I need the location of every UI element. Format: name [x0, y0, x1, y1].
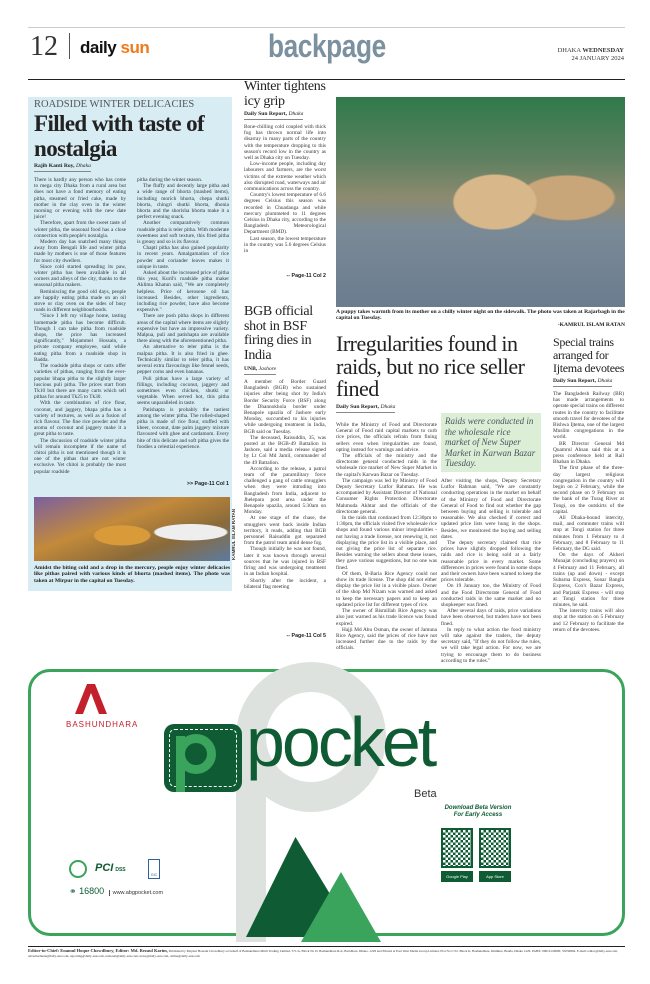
- paragraph: The intercity trains will also stop at the station on 5 February and 12 February to facilitate the return of the devotees.: [553, 608, 624, 633]
- paragraph: According to the release, a patrol team of the paramilitary force challenged a gang of cattle smugglers when they were intruding into Bangladesh from India, adjacent to Jhelepara post area under the Benapole upazila, around 5:30am on Monday.: [244, 465, 326, 516]
- imprint: Editor-in-Chief: Enamul Hoque Chowdhury, Editor: Md. Rezaul Karim, Published by Maynul Hossain Chowdhury on behalf of Bashundhara Multi Trading Limited, 371/A, Block No D, Bashundhara R/A, Baridhara, Dhaka -1229 and Printed at East West Media Group Limited, Plot No C/52, Block K, Bashundhara, Khilkhet, Badda, Dhaka 1229. PABX: 09612120000, 55036804. E-mail: editor@daily-sun.com, advertisement@daily-sun.com, reporting@daily-sun.com, national@daily-sun.com, news@daily-sun.com, online@daily-sun.com: [28, 948, 618, 958]
- puppy-photo: [336, 97, 625, 307]
- rice-pullquote: Raids were conducted in the wholesale rice market of New Super Market in Karwan Bazar Tuesday.: [441, 413, 541, 472]
- paragraph: After several days of raids, price variations have been observed, but traders have not been fined.: [441, 608, 541, 627]
- pitha-photo: [34, 497, 230, 561]
- paragraph: Hajji Md Abu Osman, the owner of Jamuna Rice Agency, said the prices of rice have not increased further due to the raids by the officials.: [336, 626, 437, 652]
- paragraph: The first phase of the three-day largest religious congregation in the country will begin on 2 February, while the second phase on 9 February on the bank of the Turag River at Tongi, on the outskirts of the capital.: [553, 465, 624, 515]
- lead-byline: Rajib Kanti Roy, Dhaka: [34, 163, 91, 172]
- paragraph: With the combination of rice flour, coconut, and jaggery, bhapa pitha has a variety of textures, as well as a fusion of rich flavour. The fine rice powder and the aroma of coconut and jaggery make it a great pitha to taste.: [34, 400, 126, 438]
- paragraph: Though initially he was not found, later it was known through several sources that he was injured in BSF firing and was undergoing treatment in an Indian hospital.: [244, 546, 326, 578]
- pci-dss-logo: PCI DSS: [95, 862, 126, 874]
- hotline: ⚭ 16800 www.abgpocket.com: [69, 886, 164, 896]
- lead-col-2: [137, 177, 229, 481]
- paragraph: The fluffy and decently large pitha and a wide range of bhorta (mashed items), including morich bhorta, chepa shutki bhorta, chingri shutki bhorta, dhonia bhorta and the shorisha bhorta make it a perfect evening snack.: [137, 183, 229, 221]
- brand-sun: sun: [120, 38, 150, 57]
- paragraph: Country's lowest temperature of 6.6 degrees Celsius this season was recorded in Chuadanga and while mercury plummeted to 11 degrees Celsius in Dhaka city, according to the Bangladesh Meteorological Department (BMD).: [244, 192, 326, 236]
- paragraph: The deputy secretary claimed that rice prices have slightly dropped following the raids and rice is being sold at a fairly reasonable price in every market. Some differences in prices were found in some shops and their owners have been warned to keep the prices tolerable.: [441, 540, 541, 584]
- date: 24 JANUARY 2024: [571, 55, 624, 62]
- lead-photo-credit: KAMRUL ISLAM RATAN: [231, 509, 236, 560]
- paragraph: The Bangladesh Railway (BR) has made arrangements to operate special trains on different routes in the country to facilitate smooth travel for devotees of the Bishwa Ijtema, one of the largest Muslim congregations in the world.: [553, 391, 624, 441]
- paragraph: After visiting the shops, Deputy Secretary Lutfor Rahman said, "We are constantly conducting operations in the market on behalf of the Ministry of Food and Directorate General of Food to find out whether the gap between buying and selling is tolerable and reasonable. We also checked if correct and updated price lists were hung in the shops. Besides, we monitored the buying and selling dates.: [441, 477, 541, 540]
- google-play-badge[interactable]: Google Play: [441, 871, 473, 882]
- winter-headline: Winter tightens icy grip: [244, 79, 326, 109]
- city: DHAKA: [557, 47, 581, 54]
- page-number: 12: [30, 31, 58, 62]
- paragraph: An alternative to teler pitha is the malpua pitha. It is also fried in ghee. Technically similar to teler pitha, it has several extra flavourings like fennel seeds, pepper corns and even bananas.: [137, 344, 229, 376]
- lead-jump: >> Page-11 Col 1: [186, 481, 229, 487]
- paragraph: Another comparatively common roadside pitha is teler pitha. With moderate sweetness and soft texture, this fried pitha is greasy and so is its flavour.: [137, 220, 229, 246]
- paragraph: A member of Border Guard Bangladesh (BGB) who sustained injuries after being shot by India's Border Security Force (BSF) along the Dhannokhola border under Benapole upazila of Jashore early Monday, succumbed to his injuries while undergoing treatment in India, BGB said on Tuesday.: [244, 379, 326, 435]
- pocket-ad[interactable]: [28, 669, 625, 936]
- paragraph: Last season, the lowest temperature in the country was 5.6 degrees Celsius in: [244, 235, 326, 255]
- wallet-icon: [164, 724, 242, 792]
- paragraph: The discussion of roadside winter pitha will remain incomplete if the name of chitoi pitha is not mentioned though it is one of the pithas that are not winter exclusive. Yet chitoi is probably the most popular roadside: [34, 437, 126, 475]
- weekday: WEDNESDAY: [582, 47, 624, 54]
- paragraph: At one stage of the chase, the smugglers went back inside Indian territory, it reads, adding that BGB personnel Raisuddin got separated from the patrol team amid dense fog.: [244, 515, 326, 547]
- paragraph: Asked about the increased price of pitha this year, Kuril's roadside pitha maker Aklima Khatun said, "We are completely helpless. Price of kerosene oil has increased. Besides, other ingredients, including rice powder, have also become expensive.": [137, 270, 229, 314]
- paragraph: Puli pithas have a large variety of fillings, including coconut, jaggery and sometimes even chicken, shutki or vegetable. When served hot, this pitha seems unparalleled in taste.: [137, 375, 229, 407]
- paragraph: Therefore, apart from the sweet taste of winter pitha, the seasonal food has a close connection with people's nostalgia.: [34, 220, 126, 239]
- winter-jump: -- Page-11 Col 2: [286, 273, 326, 279]
- paragraph: In the raids that continued from 12:30pm to 1:30pm, the officials visited five wholesale rice shops and found various minor irregularities - not having a trade license, not renewing it, not displaying the price list in a visible place, and not giving the price list of separate rice. Besides warning the sellers about these issues, they gave various suggestions, but no one was fined.: [336, 515, 437, 571]
- lead-kicker: ROADSIDE WINTER DELICACIES: [34, 99, 195, 110]
- qr-code-ios[interactable]: [479, 828, 511, 868]
- rice-headline: Irregularities found in raids, but no rice seller fined: [336, 331, 525, 401]
- paragraph: Shortly after the incident, a bilateral flag meeting: [244, 577, 326, 590]
- trains-byline: Daily Sun Report, Dhaka: [553, 378, 612, 387]
- website[interactable]: www.abgpocket.com: [109, 890, 163, 896]
- bgb-headline: BGB official shot in BSF firing dies in India: [244, 304, 313, 363]
- brand-daily: daily: [80, 38, 117, 57]
- paragraph: "Since I left my village home, tasting homemade pitha has become difficult. Though I can take pitha from roadside shops, the price has increased significantly," Mojammel Hossain, a private company employee, said while eating pitha from a roadside shop in Badda.: [34, 313, 126, 363]
- bgb-body: [244, 379, 326, 633]
- paragraph: Low-income people, including day labourers and farmers, are the worst victims of the extreme weather which also disrupted road, waterways and air communications across the country.: [244, 161, 326, 193]
- pocket-wordmark: pocket: [246, 703, 435, 781]
- gic-logo: GIC: [148, 859, 160, 879]
- bgb-byline: UNB, Jashore: [244, 366, 276, 375]
- app-store-badge[interactable]: App Store: [479, 871, 511, 882]
- paragraph: All Dhaka-bound intercity, mail, and commuter trains will stop at Tongi station for three minutes from 1 February to 4 February, and 8 February to 11 February, the DG said.: [553, 515, 624, 553]
- paragraph: On the days of Akheri Munajat (concluding prayers) on 4 February and 11 February, all trains (up and down) - except Subarna Express, Sonar Bangla Express, Cox's Bazar Express, and Parjatak Express - will stop at Tongi station for three minutes, he said.: [553, 552, 624, 608]
- paragraph: The officials of the ministry and the directorate general conducted raids in the wholesale rice market of New Super Market in the capital's Karwan Bazar on Tuesday.: [336, 453, 437, 478]
- paragraph: Chapti pitha has also gained popularity in recent years. Amalgamation of rice powder and coriander leaves makes it unique in taste.: [137, 245, 229, 270]
- paragraph: Reminiscing the good old days, people are happily eating pitha made on an oil stove or clay oven on the sides of busy roads in different neighbourhoods.: [34, 288, 126, 314]
- lead-photo-caption: Amidst the biting cold and a drop in the mercury, people enjoy winter delicacies like pithas paired with various kinds of bhorta (mashed items). The photo was taken at Mirpur in the capital on Tuesday.: [34, 565, 230, 584]
- paragraph: The owner of Bismillah Rice Agency was also just warned as his trade licence was found expired.: [336, 608, 437, 627]
- brand-logo: [80, 38, 149, 58]
- trains-headline: Special trains arranged for Ijtema devotees: [553, 335, 625, 375]
- paragraph: In reply to what action the food ministry will take against the traders, the deputy secretary said, "If they do not follow the rules, we will take legal action. For now, we are trying to encourage them to do business according to the rules.": [441, 626, 541, 664]
- paragraph: Patishapta is probably the tastiest among the winter pitha. The rolled-shaped pitha is made of rice flour, stuffed with kheer, coconut, date palm jaggery mixture flavoured with ghee and cardamom. Every bite of this delicate and soft pitha gives the foodies a celestial experience.: [137, 406, 229, 450]
- paragraph: While the Ministry of Food and Directorate General of Food raid capital markets to curb rice prices, the officials refrain from fining sellers even when irregularities are found, opting instead for warnings and advice.: [336, 422, 437, 453]
- paragraph: Modern day has snatched many things away from Bengali life and winter pitha made by mothers is one of those features for most city dwellers.: [34, 239, 126, 264]
- bgb-jump: -- Page-11 Col 5: [286, 633, 326, 639]
- section-title: backpage: [268, 28, 386, 64]
- puppy-photo-caption: A puppy takes warmth from its mother on a chilly winter night on the sidewalk. The photo was taken at Rajarbagh in the capital on Tuesday. -KAMRUL ISLAM RATAN: [336, 309, 625, 328]
- trains-body: [553, 391, 624, 633]
- rice-byline: Daily Sun Report, Dhaka: [336, 404, 395, 413]
- govt-seal-icon: [69, 860, 87, 878]
- qr-code-android[interactable]: [441, 828, 473, 868]
- lead-headline: Filled with taste of nostalgia: [34, 111, 205, 161]
- winter-body: [244, 124, 326, 273]
- paragraph: The campaign was led by Ministry of Food Deputy Secretary Lutfor Rahman. He was accompanied by Assistant Director of National Consumer Rights Protection Directorate Mahmuda Akhtar and the officials of the directorate general.: [336, 477, 437, 515]
- winter-byline: Daily Sun Report, Dhaka: [244, 111, 303, 120]
- download-cta: Download Beta Version For Early Access: [444, 805, 512, 818]
- paragraph: There is hardly any person who has come to mega city Dhaka from a rural area but does not have a fond memory of eating pitha, steamed or fried cake, made by mother in the clay oven in the winter morning or evening with the new date juice!: [34, 177, 126, 221]
- paragraph: Since cold started spreading its paw, winter pitha has been available in all corners and alleys of the city, thanks to the seasonal pitha makers.: [34, 263, 126, 289]
- paragraph: pitha during the winter season.: [137, 177, 203, 183]
- rice-col-1: [336, 422, 437, 652]
- dateline: [558, 47, 624, 63]
- paragraph: Of them, B-Baria Rice Agency could not show its trade license. The shop did not either display the price list in a visible place. Owner of the shop Md Nizam was warned and asked to keep the necessary papers and to keep an updated price list for different types of rice.: [336, 570, 437, 608]
- paragraph: Bone-chilling cold coupled with thick fog has thrown normal life into disarray in many parts of the country with the temperature dropping to this season's record low in the country as well as Dhaka city on Tuesday.: [244, 124, 326, 162]
- paragraph: The roadside pitha shops or carts offer varieties of pithas, ranging from the ever-popular bhapa pitha to the slightly larger luscious puli pitha. The prices start from Tk10 but there are many carts which sell pithas for around Tk25 to Tk30.: [34, 363, 126, 401]
- paragraph: On 19 January too, the Ministry of Food and the Food Directorate General of Food conducted raids in the same market and no shopkeeper was fined.: [441, 583, 541, 609]
- lead-col-1: [34, 177, 126, 487]
- paragraph: The deceased, Raisuddin, 35, was posted at the BGB-49 Battalion in Jashore, said a media release signed by Lt Col Md Jamil, commander of the 49 Battalion.: [244, 434, 326, 466]
- headset-icon: ⚭: [69, 886, 77, 896]
- bashundhara-logo: [71, 684, 111, 714]
- puppy-photo-credit: -KAMRUL ISLAM RATAN: [557, 321, 625, 328]
- paragraph: There are posh pitha shops in different areas of the capital where items are slightly expensive but have an impressive variety. Malpua, puli and patishapta are available there along with the aforementioned pitha.: [137, 313, 229, 345]
- beta-label: Beta: [414, 788, 437, 800]
- paragraph: BR Director General Md Quamrul Ahsan said this at a press conference held at Rail Bhaban in Dhaka.: [553, 440, 624, 466]
- bashundhara-label: BASHUNDHARA: [66, 720, 139, 729]
- rice-col-2: [441, 477, 541, 664]
